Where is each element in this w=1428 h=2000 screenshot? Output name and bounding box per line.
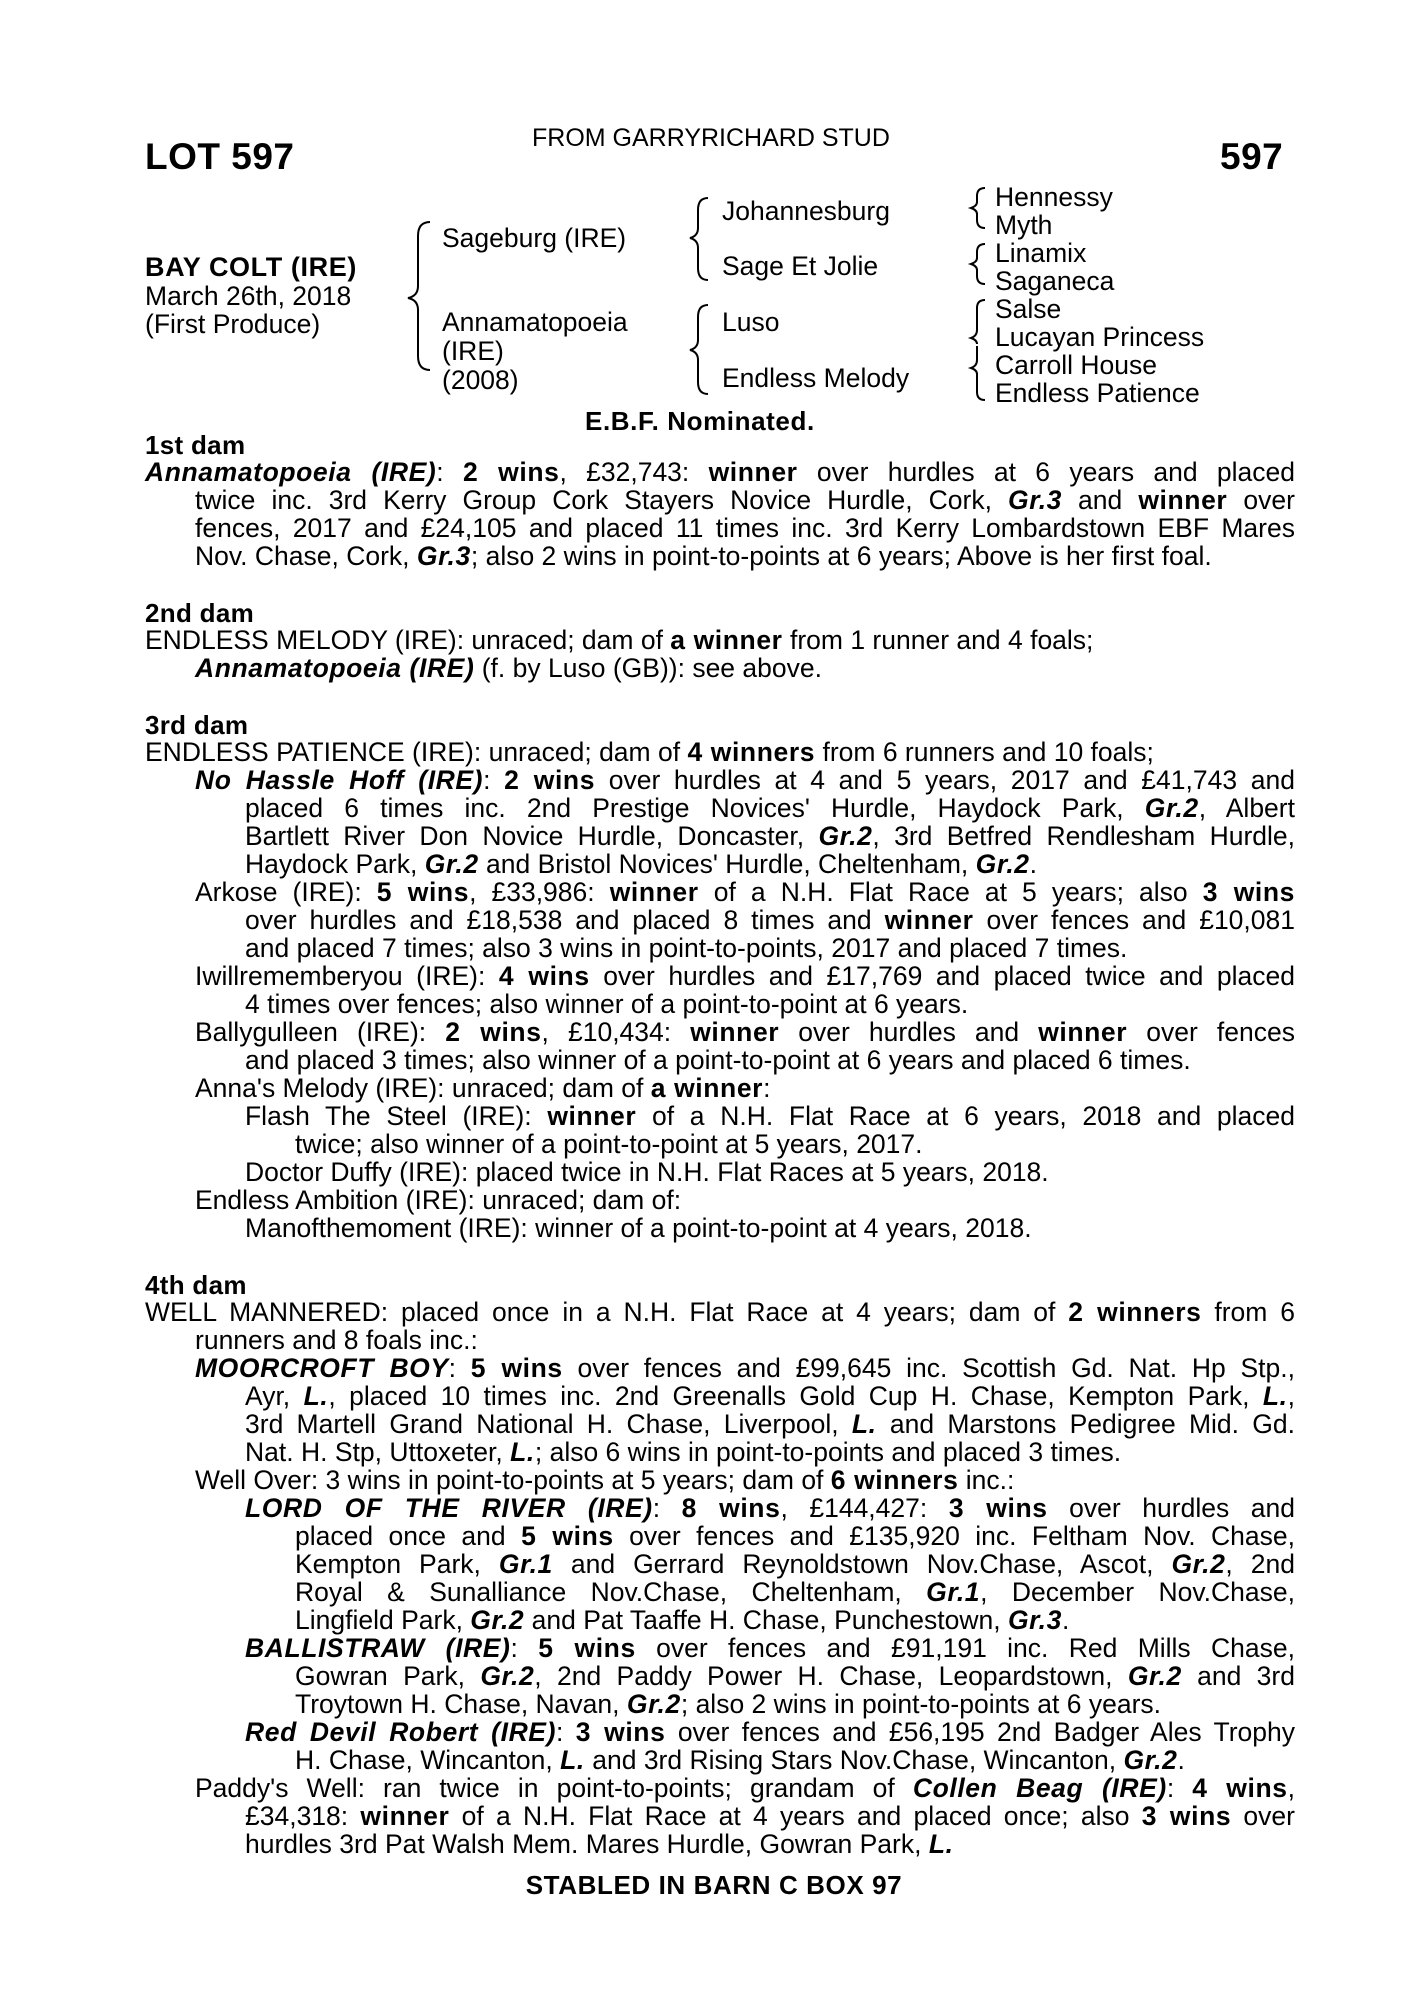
text-line: [145, 654, 1295, 682]
emphasis-run: Gr.2: [1171, 1549, 1226, 1579]
text-line: [145, 1466, 1295, 1494]
ebf-nominated: E.B.F. Nominated.: [585, 406, 815, 436]
text-run: over hurdles and £18,538 and placed 8 times and: [245, 905, 885, 935]
text-run: placed 6 times inc. 2nd Prestige Novices' Hurdle, Haydock Park,: [245, 793, 1145, 823]
text-run: ,: [1287, 1773, 1295, 1803]
section-2nd-dam: [145, 598, 1295, 682]
emphasis-run: 8 wins: [681, 1493, 781, 1523]
text-line: [145, 766, 1295, 794]
text-run: :: [763, 1073, 771, 1103]
text-line: [145, 1214, 1295, 1242]
text-run: ENDLESS MELODY (IRE): unraced; dam of: [145, 625, 671, 655]
dam-name-line3: (2008): [442, 365, 519, 395]
emphasis-run: No Hassle Hoff (IRE): [195, 765, 484, 795]
text-run: over hurdles and £17,769 and placed twice and placed: [589, 961, 1295, 991]
dam-sire-name: Luso: [722, 307, 780, 337]
text-line: [145, 1018, 1295, 1046]
text-line: [145, 1522, 1295, 1550]
gg-name-7: Carroll House: [995, 350, 1158, 380]
emphasis-run: LORD OF THE RIVER (IRE): [245, 1493, 653, 1523]
text-run: inc.:: [958, 1465, 1015, 1495]
text-line: [145, 1690, 1295, 1718]
gg-name-4: Saganeca: [995, 266, 1115, 296]
text-line: [145, 878, 1295, 906]
text-line: [145, 906, 1295, 934]
text-run: :: [652, 1493, 682, 1523]
text-line: [145, 514, 1295, 542]
text-run: Well Over: 3 wins in point-to-points at 5 years; dam of: [195, 1465, 831, 1495]
emphasis-run: Collen Beag (IRE): [912, 1773, 1167, 1803]
text-run: over: [1231, 1801, 1295, 1831]
text-run: runners and 8 foals inc.:: [195, 1325, 478, 1355]
text-run: and Gerrard Reynoldstown Nov.Chase, Ascot,: [552, 1549, 1172, 1579]
text-line: [145, 1662, 1295, 1690]
emphasis-run: Gr.3: [416, 541, 471, 571]
text-run: from 6: [1201, 1297, 1295, 1327]
section-4th-dam: [145, 1270, 1295, 1858]
emphasis-run: Red Devil Robert (IRE): [245, 1717, 557, 1747]
emphasis-run: Annamatopoeia (IRE): [145, 457, 437, 487]
section-title: 3rd dam: [145, 710, 249, 740]
emphasis-run: winner: [547, 1101, 637, 1131]
text-run: , placed 10 times inc. 2nd Greenalls Gold Cup H. Chase, Kempton Park,: [328, 1381, 1263, 1411]
gg-name-2: Myth: [995, 210, 1053, 240]
text-line: [145, 1438, 1295, 1466]
pedigree-notes: [145, 430, 1295, 1858]
text-run: ; also 2 wins in point-to-points at 6 years; Above is her first foal.: [470, 541, 1212, 571]
emphasis-run: Annamatopoeia (IRE): [195, 653, 475, 683]
emphasis-run: 6 winners: [830, 1465, 959, 1495]
section-3rd-dam: [145, 710, 1295, 1242]
text-line: [145, 1578, 1295, 1606]
emphasis-run: 4 wins: [498, 961, 590, 991]
text-run: Doctor Duffy (IRE): placed twice in N.H. Flat Races at 5 years, 2018.: [245, 1157, 1049, 1187]
emphasis-run: Gr.2: [1127, 1661, 1182, 1691]
emphasis-run: winner: [884, 905, 974, 935]
text-line: [145, 1158, 1295, 1186]
text-run: and: [1062, 485, 1139, 515]
section-1st-dam: [145, 430, 1295, 570]
text-line: [145, 1718, 1295, 1746]
text-run: Troytown H. Chase, Navan,: [295, 1689, 627, 1719]
text-run: Flash The Steel (IRE):: [245, 1101, 548, 1131]
text-run: , 2nd: [1225, 1549, 1295, 1579]
emphasis-run: 3 wins: [948, 1493, 1048, 1523]
emphasis-run: 5 wins: [521, 1521, 614, 1551]
gg-name-3: Linamix: [995, 238, 1087, 268]
text-run: (f. by Luso (GB)): see above.: [474, 653, 822, 683]
text-run: over fences and £99,645 inc. Scottish Gd. Nat. Hp Stp.,: [562, 1353, 1295, 1383]
emphasis-run: 4 winners: [687, 737, 816, 767]
text-run: Nov. Chase, Cork,: [195, 541, 417, 571]
text-run: WELL MANNERED: placed once in a N.H. Flat Race at 4 years; dam of: [145, 1297, 1069, 1327]
brace-g2: [971, 244, 985, 284]
emphasis-run: Gr.3: [1008, 485, 1062, 515]
stabling-info: STABLED IN BARN C BOX 97: [525, 1870, 903, 1900]
text-run: Kempton Park,: [295, 1549, 499, 1579]
emphasis-run: MOORCROFT BOY: [195, 1353, 449, 1383]
text-run: .: [1177, 1745, 1185, 1775]
brace-dam: [690, 305, 708, 394]
gg-name-6: Lucayan Princess: [995, 322, 1205, 352]
emphasis-run: Gr.2: [480, 1661, 535, 1691]
text-run: over fences: [1127, 1017, 1295, 1047]
text-run: Ballygulleen (IRE):: [195, 1017, 446, 1047]
text-line: [145, 850, 1295, 878]
text-run: ENDLESS PATIENCE (IRE): unraced; dam of: [145, 737, 688, 767]
emphasis-run: Gr.3: [1007, 1605, 1062, 1635]
emphasis-run: 3 wins: [575, 1717, 666, 1747]
emphasis-run: BALLISTRAW (IRE): [245, 1633, 511, 1663]
emphasis-run: Gr.2: [470, 1605, 525, 1635]
text-run: , Albert: [1198, 793, 1295, 823]
text-run: over hurdles at 4 and 5 years, 2017 and £41,743 and: [595, 765, 1295, 795]
text-line: [145, 738, 1295, 766]
text-run: over fences and £91,191 inc. Red Mills Chase,: [635, 1633, 1295, 1663]
emphasis-run: Gr.2: [975, 849, 1030, 879]
text-run: from 1 runner and 4 foals;: [782, 625, 1094, 655]
text-line: [145, 822, 1295, 850]
lot-number: 597: [1220, 136, 1284, 177]
text-run: placed once and: [295, 1521, 522, 1551]
text-run: over fences and £10,081: [973, 905, 1295, 935]
emphasis-run: winner: [708, 457, 798, 487]
text-run: of a N.H. Flat Race at 4 years and placed once; also: [449, 1801, 1142, 1831]
emphasis-run: 2 winners: [1068, 1297, 1202, 1327]
emphasis-run: 2 wins: [504, 765, 596, 795]
text-line: [145, 1102, 1295, 1130]
dam-name-line2: (IRE): [442, 336, 504, 366]
emphasis-run: 5 wins: [470, 1353, 563, 1383]
text-run: over: [1227, 485, 1295, 515]
text-run: and 3rd: [1181, 1661, 1295, 1691]
section-title: 2nd dam: [145, 598, 255, 628]
text-run: Royal & Sunalliance Nov.Chase, Cheltenham,: [295, 1577, 927, 1607]
text-run: Bartlett River Don Novice Hurdle, Doncaster,: [245, 821, 819, 851]
text-run: over hurdles at 6 years and placed: [797, 457, 1295, 487]
text-run: Endless Ambition (IRE): unraced; dam of:: [195, 1185, 682, 1215]
dam-name-line1: Annamatopoeia: [442, 307, 628, 337]
text-run: ; also 2 wins in point-to-points at 6 years.: [680, 1689, 1162, 1719]
text-run: over fences and £56,195 2nd Badger Ales Trophy: [665, 1717, 1295, 1747]
text-run: Paddy's Well: ran twice in point-to-points; grandam of: [195, 1773, 913, 1803]
emphasis-run: a winner: [650, 1073, 764, 1103]
text-run: Haydock Park,: [245, 849, 425, 879]
section-title: 1st dam: [145, 430, 246, 460]
emphasis-run: winner: [1138, 485, 1228, 515]
text-line: [145, 1550, 1295, 1578]
text-line: [145, 542, 1295, 570]
emphasis-run: 3 wins: [1141, 1801, 1232, 1831]
text-line: [145, 1326, 1295, 1354]
emphasis-run: Gr.2: [1144, 793, 1199, 823]
emphasis-run: winner: [690, 1017, 780, 1047]
text-run: :: [436, 457, 463, 487]
emphasis-run: L.: [510, 1437, 535, 1467]
section-title: 4th dam: [145, 1270, 247, 1300]
text-run: , 3rd Betfred Rendlesham Hurdle,: [872, 821, 1295, 851]
text-line: [145, 1830, 1295, 1858]
text-run: , £32,743:: [559, 457, 709, 487]
text-line: [145, 1298, 1295, 1326]
text-run: and placed 7 times; also 3 wins in point-to-points, 2017 and placed 7 times.: [245, 933, 1128, 963]
brace-g1: [971, 188, 985, 228]
text-run: , £144,427:: [780, 1493, 949, 1523]
emphasis-run: 5 wins: [376, 877, 470, 907]
text-run: Manofthemoment (IRE): winner of a point-to-point at 4 years, 2018.: [245, 1213, 1032, 1243]
text-line: [145, 1802, 1295, 1830]
text-line: [145, 1774, 1295, 1802]
text-run: and Pat Taaffe H. Chase, Punchestown,: [524, 1605, 1008, 1635]
text-line: [145, 1354, 1295, 1382]
sire-name: Sageburg (IRE): [442, 223, 627, 253]
emphasis-run: L.: [851, 1409, 877, 1439]
text-run: of a N.H. Flat Race at 5 years; also: [698, 877, 1203, 907]
text-line: [145, 1130, 1295, 1158]
emphasis-run: L.: [928, 1829, 954, 1859]
text-run: and Bristol Novices' Hurdle, Cheltenham,: [478, 849, 976, 879]
text-run: :: [1166, 1773, 1193, 1803]
text-line: [145, 962, 1295, 990]
text-run: ,: [1287, 1381, 1295, 1411]
horse-name: BAY COLT (IRE): [145, 252, 357, 282]
emphasis-run: Gr.2: [1123, 1745, 1178, 1775]
text-run: Nat. H. Stp, Uttoxeter,: [245, 1437, 511, 1467]
text-line: [145, 1634, 1295, 1662]
text-run: 3rd Martell Grand National H. Chase, Liverpool,: [245, 1409, 852, 1439]
text-line: [145, 486, 1295, 514]
emphasis-run: winner: [609, 877, 699, 907]
sire-dam-name: Sage Et Jolie: [722, 251, 879, 281]
emphasis-run: Gr.2: [626, 1689, 681, 1719]
emphasis-run: winner: [360, 1801, 450, 1831]
text-run: 4 times over fences; also winner of a point-to-point at 6 years.: [245, 989, 969, 1019]
emphasis-run: Gr.2: [818, 821, 873, 851]
text-run: and Marstons Pedigree Mid. Gd.: [876, 1409, 1295, 1439]
text-run: and 3rd Rising Stars Nov.Chase, Wincanton,: [584, 1745, 1124, 1775]
text-run: £34,318:: [245, 1801, 361, 1831]
text-run: twice; also winner of a point-to-point at 5 years, 2017.: [295, 1129, 923, 1159]
text-run: fences, 2017 and £24,105 and placed 11 times inc. 3rd Kerry Lombardstown EBF Mares: [195, 513, 1295, 543]
text-run: :: [483, 765, 505, 795]
emphasis-run: a winner: [670, 625, 783, 655]
emphasis-run: L.: [1262, 1381, 1288, 1411]
text-line: [145, 1606, 1295, 1634]
gg-name-5: Salse: [995, 294, 1062, 324]
pedigree-braces: [0, 0, 1428, 420]
text-run: Arkose (IRE):: [195, 877, 377, 907]
brace-main: [408, 222, 430, 370]
text-run: twice inc. 3rd Kerry Group Cork Stayers Novice Hurdle, Cork,: [195, 485, 1009, 515]
sire-sire-name: Johannesburg: [722, 196, 890, 226]
text-run: :: [556, 1717, 576, 1747]
emphasis-run: 5 wins: [538, 1633, 636, 1663]
text-run: , £33,986:: [469, 877, 610, 907]
text-run: Anna's Melody (IRE): unraced; dam of: [195, 1073, 651, 1103]
emphasis-run: L.: [560, 1745, 585, 1775]
gg-name-8: Endless Patience: [995, 378, 1200, 408]
brace-g3: [971, 300, 985, 344]
dam-dam-name: Endless Melody: [722, 363, 910, 393]
emphasis-run: L.: [303, 1381, 329, 1411]
text-run: over hurdles and: [1047, 1493, 1295, 1523]
text-line: [145, 626, 1295, 654]
emphasis-run: Gr.1: [926, 1577, 981, 1607]
produce-note: (First Produce): [145, 309, 321, 339]
text-run: Gowran Park,: [295, 1661, 481, 1691]
text-run: Lingfield Park,: [295, 1605, 471, 1635]
text-line: [145, 1494, 1295, 1522]
foaling-date: March 26th, 2018: [145, 281, 352, 311]
emphasis-run: Gr.2: [424, 849, 479, 879]
text-line: [145, 1746, 1295, 1774]
brace-sire: [690, 198, 708, 280]
text-line: [145, 458, 1295, 486]
text-line: [145, 1382, 1295, 1410]
emphasis-run: 4 wins: [1192, 1773, 1288, 1803]
text-run: :: [510, 1633, 539, 1663]
text-run: , £10,434:: [541, 1017, 691, 1047]
text-run: , 2nd Paddy Power H. Chase, Leopardstown,: [534, 1661, 1128, 1691]
text-run: and placed 3 times; also winner of a point-to-point at 6 years and placed 6 times.: [245, 1045, 1191, 1075]
text-run: of a N.H. Flat Race at 6 years, 2018 and placed: [636, 1101, 1295, 1131]
emphasis-run: 2 wins: [445, 1017, 542, 1047]
emphasis-run: 2 wins: [462, 457, 560, 487]
text-run: .: [1061, 1605, 1070, 1635]
text-run: .: [1029, 849, 1038, 879]
text-line: [145, 1186, 1295, 1214]
text-line: [145, 1410, 1295, 1438]
text-run: over fences and £135,920 inc. Feltham Nov. Chase,: [613, 1521, 1295, 1551]
text-run: over hurdles and: [779, 1017, 1039, 1047]
text-line: [145, 1046, 1295, 1074]
text-run: :: [448, 1353, 471, 1383]
emphasis-run: Gr.1: [498, 1549, 553, 1579]
text-run: Iwillrememberyou (IRE):: [195, 961, 499, 991]
emphasis-run: winner: [1038, 1017, 1128, 1047]
text-line: [145, 1074, 1295, 1102]
text-run: Ayr,: [245, 1381, 304, 1411]
emphasis-run: 3 wins: [1202, 877, 1295, 907]
text-run: H. Chase, Wincanton,: [295, 1745, 561, 1775]
text-run: ; also 6 wins in point-to-points and placed 3 times.: [534, 1437, 1122, 1467]
vendor-name: FROM GARRYRICHARD STUD: [532, 124, 890, 152]
lot-label: LOT 597: [145, 136, 295, 177]
text-run: hurdles 3rd Pat Walsh Mem. Mares Hurdle, Gowran Park,: [245, 1829, 929, 1859]
text-line: [145, 934, 1295, 962]
gg-name-1: Hennessy: [995, 182, 1113, 212]
text-run: from 6 runners and 10 foals;: [815, 737, 1154, 767]
text-line: [145, 794, 1295, 822]
text-line: [145, 990, 1295, 1018]
brace-g4: [971, 346, 985, 400]
text-run: , December Nov.Chase,: [980, 1577, 1295, 1607]
